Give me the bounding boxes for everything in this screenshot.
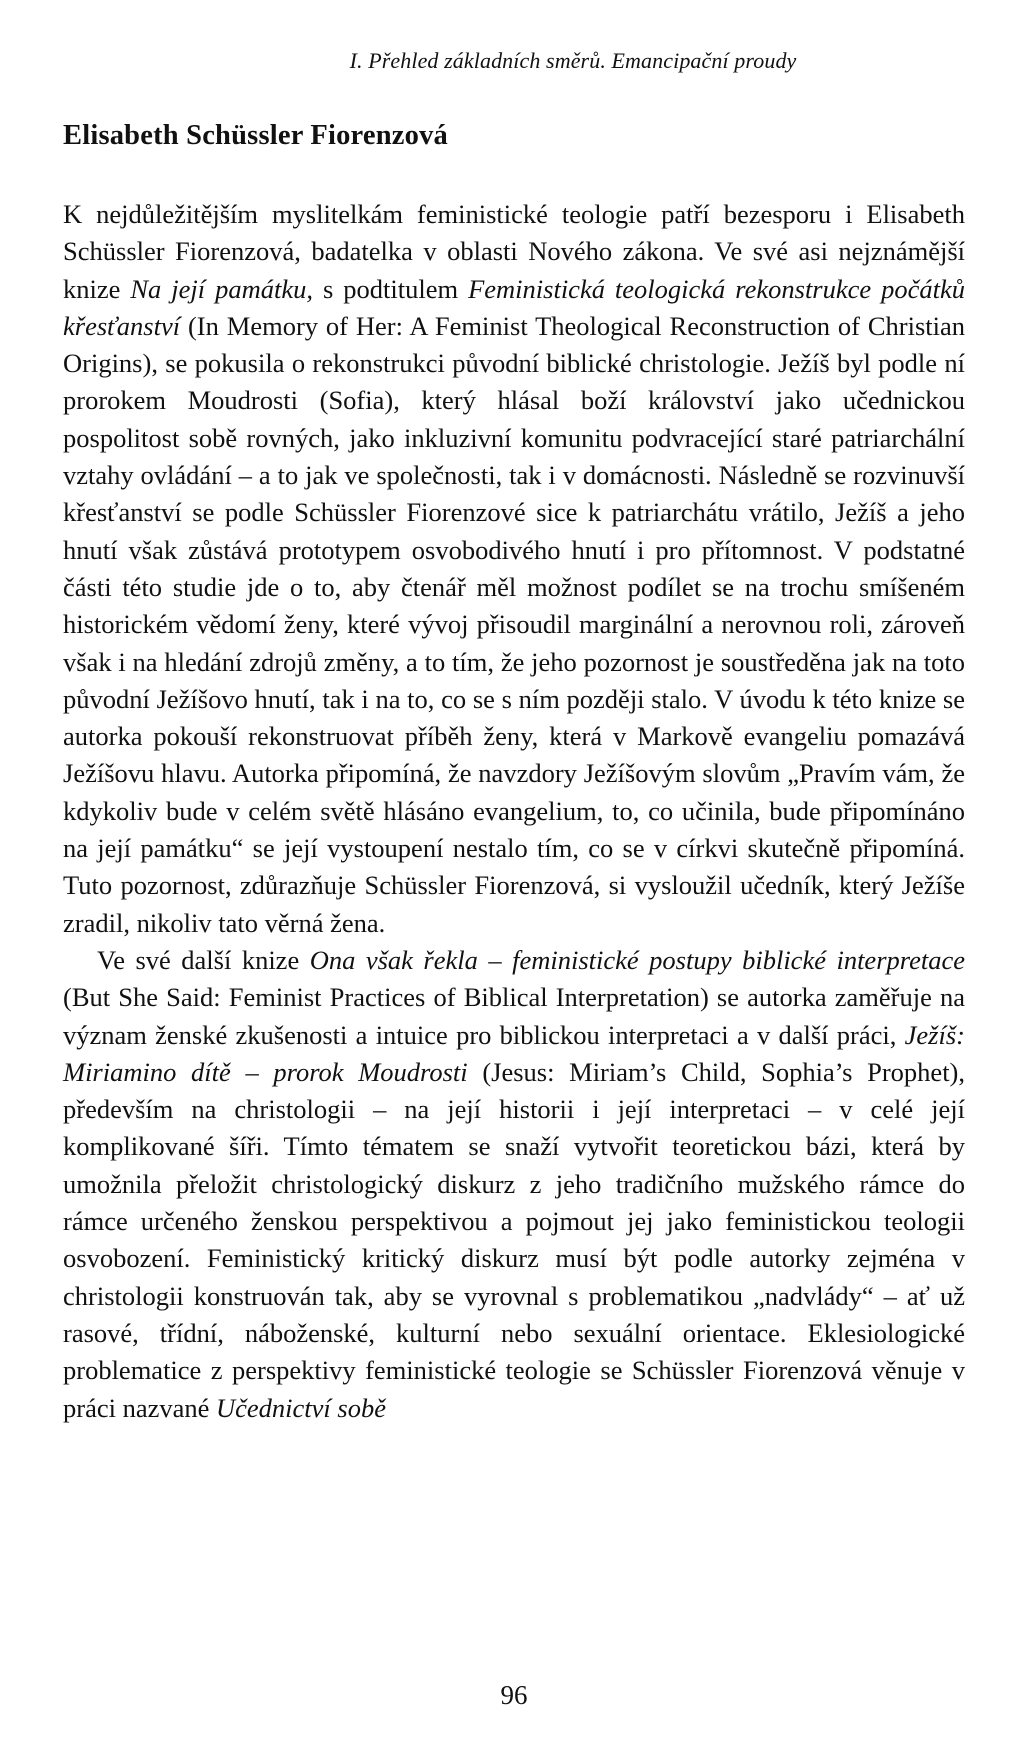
running-head <box>63 48 965 74</box>
book-title-na-jeji-pamatku: Na její památku, <box>130 273 313 304</box>
book-page <box>63 0 965 1753</box>
book-title-jezis-miriamino-dite: Ježíš: Miriamino dítě – prorok Moudrosti <box>63 1019 965 1087</box>
paragraph-1-text-3: (In Memory of Her: A Feminist Theological Reconstruction of Christian Origins), se pokusila o rekonstrukci původní biblické christologie. Ježíš byl podle ní prorokem Moudrosti (Sofia), který hlásal boží království jako učednickou pospolitost sobě rovných, jako inkluzivní komunitu podvracející staré patriarchální vztahy ovládání – a to jak ve společnosti, tak i v domácnosti. Následně se rozvinuvší křesťanství se podle Schüssler Fiorenzové sice k patriarchátu vrátilo, Ježíš a jeho hnutí však zůstává prototypem osvobodivého hnutí i pro přítomnost. V podstatné části této studie jde o to, aby čtenář měl možnost podílet se na trochu smíšeném historickém vědomí ženy, které vývoj přisoudil marginální a nerovnou roli, zároveň však i na hledání zdrojů změny, a to tím, že jeho pozornost je soustředěna jak na toto původní Ježíšovo hnutí, tak i na to, co se s ním později stalo. V úvodu k této knize se autorka pokouší rekonstruovat příběh ženy, která v Markově evangeliu pomazává Ježíšovu hlavu. Autorka připomíná, že navzdory Ježíšovým slovům „Pravím vám, že kdykoliv bude v celém světě hlásáno evangelium, to, co učinila, bude připomínáno na její památku“ se její vystoupení nestalo tím, co se v církvi skutečně připomíná. Tuto pozornost, zdůrazňuje Schüssler Fiorenzová, si vysloužil učedník, který Ježíše zradil, nikoliv tato věrná žena. <box>63 310 965 938</box>
book-title-ucednictvi-sobe: Učednictví sobě <box>216 1392 386 1423</box>
paragraph-2-text-2: (But She Said: Feminist Practices of Biblical Interpretation) se autorka zaměřuje na význam ženské zkušenosti a intuice pro biblickou interpretaci a v další práci, <box>63 982 965 1050</box>
paragraph-1-text-1: K nejdůležitějším myslitelkám feministické teologie patří bezesporu i Elisabeth Schüssler Fiorenzová, badatelka v oblasti Nového zákona. Ve své asi nejznámější knize <box>63 199 965 304</box>
page-number: 96 <box>500 1680 528 1710</box>
paragraph-1-text-2: s podtitulem <box>313 273 469 304</box>
paragraph-2-text-1: Ve své další knize <box>97 944 310 975</box>
section-heading: Elisabeth Schüssler Fiorenzová <box>63 120 448 151</box>
running-head-text: I. Přehled základních směrů. Emancipační proudy <box>349 48 797 73</box>
book-subtitle: Feministická teologická rekonstrukce počátků křesťanství <box>63 273 966 341</box>
paragraph-2-text-3: (Jesus: Miriam’s Child, Sophia’s Prophet), především na christologii – na její historii i její interpretaci – v celé její komplikované šíři. Tímto tématem se snaží vytvořit teoretickou bázi, která by umožnila přeložit christologický diskurz z jeho tradičního mužského rámce do rámce určeného ženskou perspektivou a pojmout jej jako feministickou teologii osvobození. Feministický kritický diskurz musí být podle autorky zejména v christologii konstruován tak, aby se vyrovnal s problematikou „nadvlády“ – ať už rasové, třídní, náboženské, kulturní nebo sexuální orientace. Eklesiologické problematice z perspektivy feministické teologie se Schüssler Fiorenzová věnuje v práci nazvané <box>63 1056 966 1423</box>
paragraph-2 <box>63 942 965 1427</box>
body-text <box>63 196 965 1427</box>
paragraph-1 <box>63 196 965 942</box>
book-title-ona-vsak-rekla: Ona však řekla – feministické postupy biblické interpretace <box>309 944 965 975</box>
